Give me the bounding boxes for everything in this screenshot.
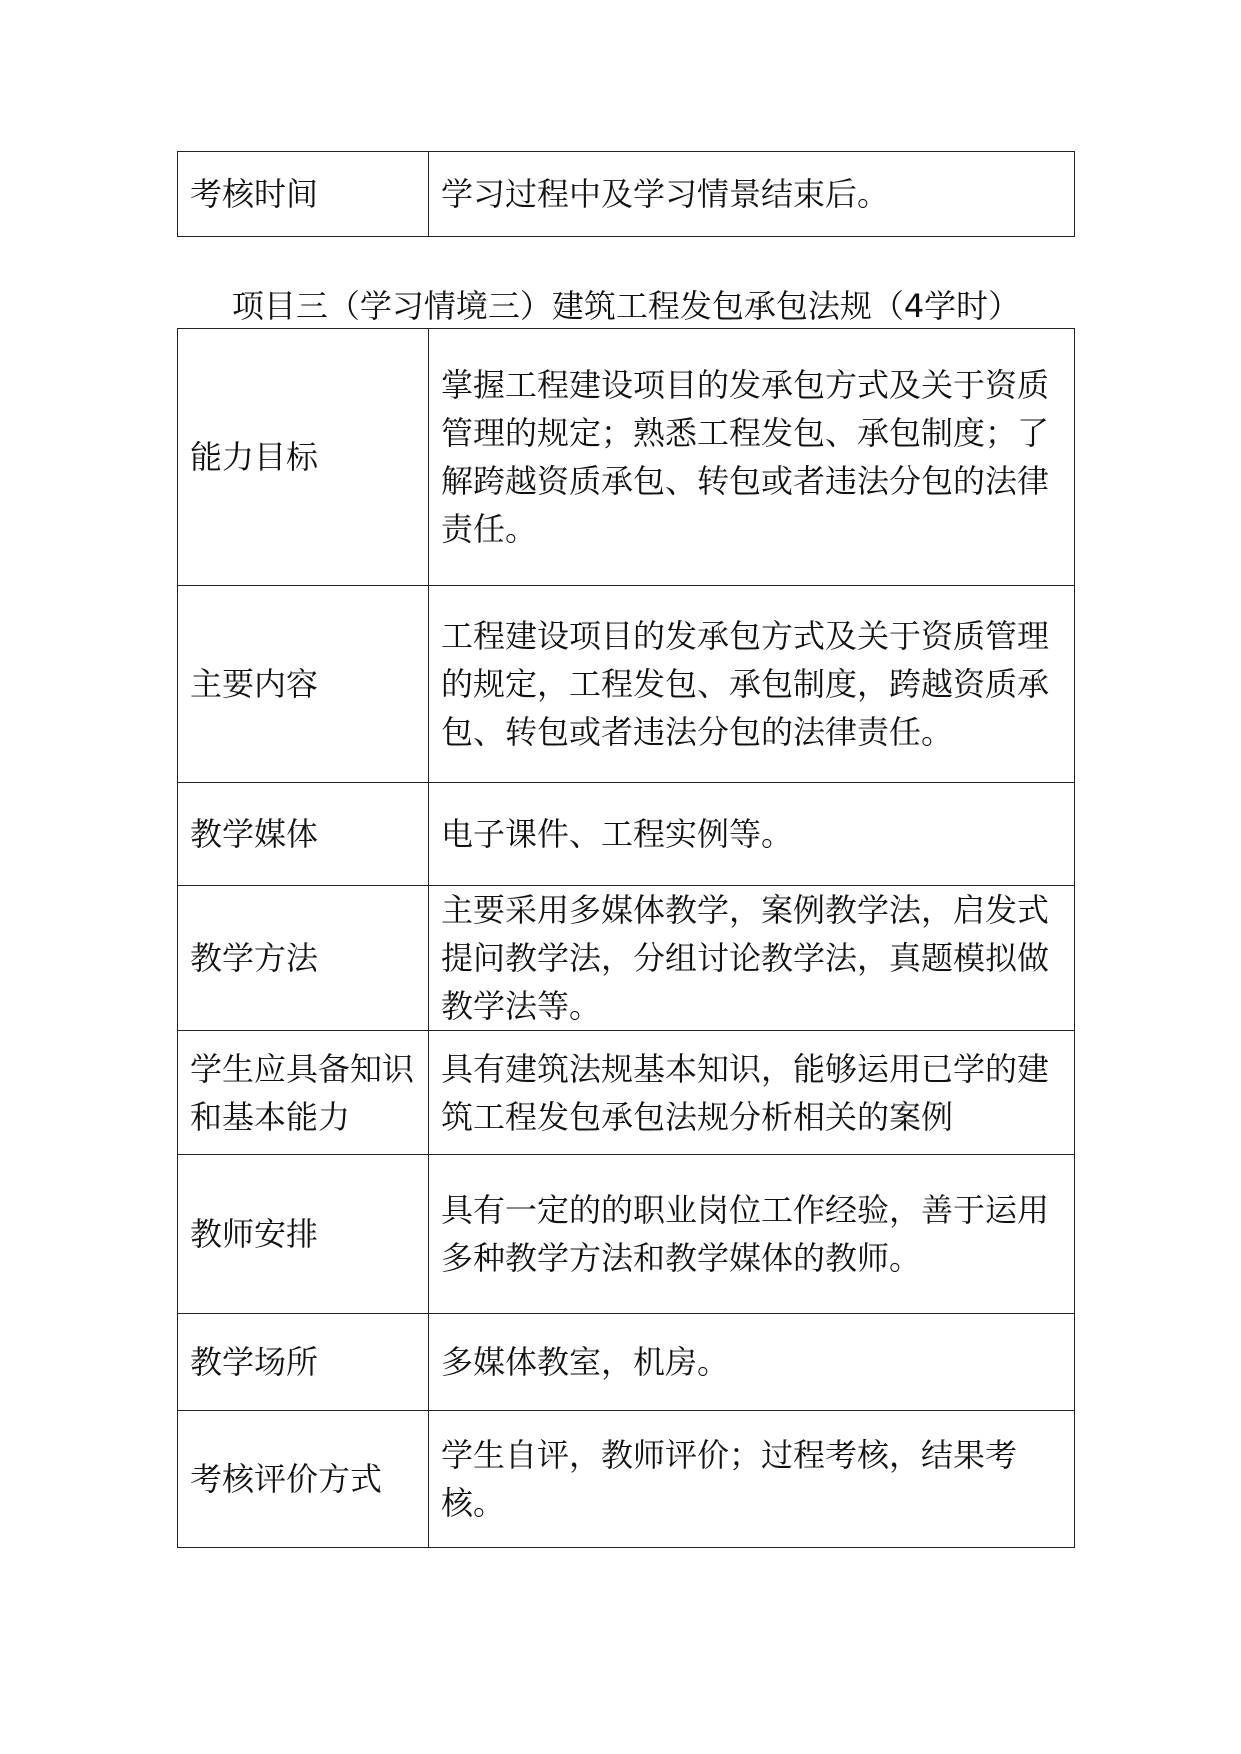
row-content: 具有建筑法规基本知识，能够运用已学的建筑工程发包承包法规分析相关的案例	[429, 1031, 1075, 1155]
row-label: 教师安排	[178, 1155, 429, 1314]
row-content: 多媒体教室，机房。	[429, 1314, 1075, 1411]
table-row	[178, 1031, 1075, 1155]
table-row	[178, 329, 1075, 586]
row-label: 教学方法	[178, 886, 429, 1031]
row-label: 学生应具备知识和基本能力	[178, 1031, 429, 1155]
row-content: 电子课件、工程实例等。	[429, 783, 1075, 886]
table-row	[178, 1411, 1075, 1548]
row-label: 能力目标	[178, 329, 429, 586]
row-label: 教学场所	[178, 1314, 429, 1411]
row-content: 主要采用多媒体教学，案例教学法，启发式提问教学法，分组讨论教学法，真题模拟做教学法等。	[429, 886, 1075, 1031]
project-info-table	[177, 328, 1075, 1548]
table-row	[178, 586, 1075, 783]
table-row	[178, 886, 1075, 1031]
table-row	[178, 152, 1075, 237]
table-row	[178, 1314, 1075, 1411]
row-label: 教学媒体	[178, 783, 429, 886]
row-content: 学生自评，教师评价；过程考核，结果考核。	[429, 1411, 1075, 1548]
section-title: 项目三（学习情境三）建筑工程发包承包法规（4学时）	[231, 287, 1021, 325]
table-row	[178, 1155, 1075, 1314]
table-row	[178, 783, 1075, 886]
row-content: 具有一定的的职业岗位工作经验，善于运用多种教学方法和教学媒体的教师。	[429, 1155, 1075, 1314]
row-label: 考核时间	[178, 152, 429, 237]
row-content: 工程建设项目的发承包方式及关于资质管理的规定，工程发包、承包制度，跨越资质承包、转包或者违法分包的法律责任。	[429, 586, 1075, 783]
row-content: 学习过程中及学习情景结束后。	[429, 152, 1075, 237]
row-label: 主要内容	[178, 586, 429, 783]
row-content: 掌握工程建设项目的发承包方式及关于资质管理的规定；熟悉工程发包、承包制度；了解跨越资质承包、转包或者违法分包的法律责任。	[429, 329, 1075, 586]
row-label: 考核评价方式	[178, 1411, 429, 1548]
assessment-time-table	[177, 151, 1075, 237]
